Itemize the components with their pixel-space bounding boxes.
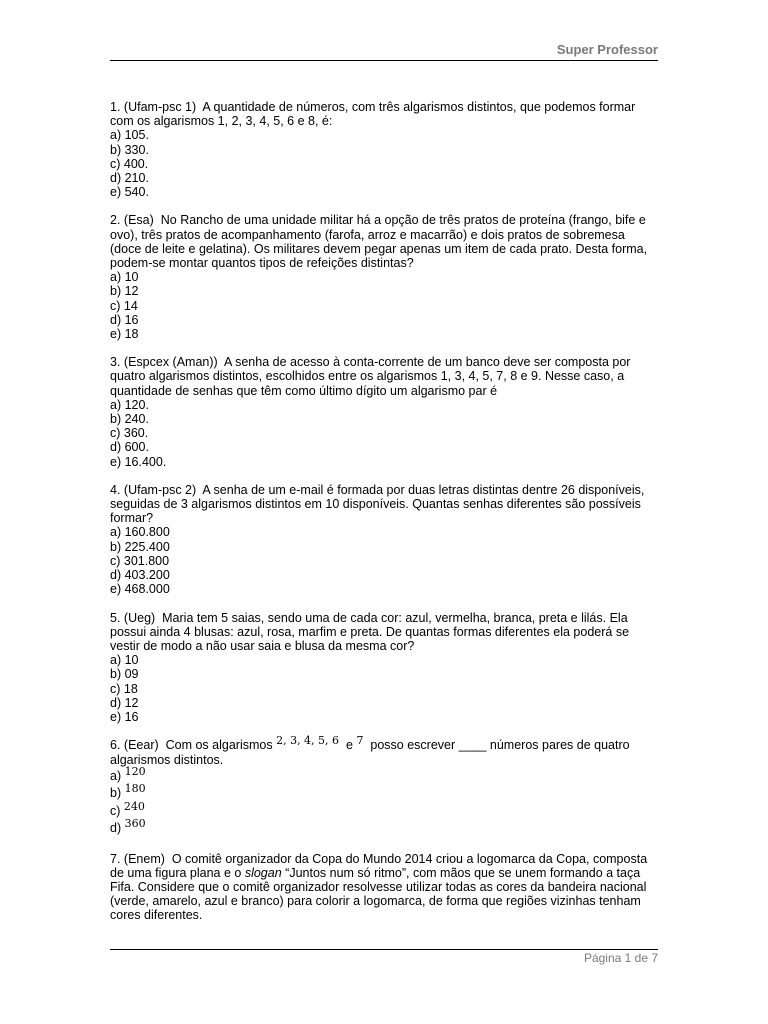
header-rule <box>110 60 658 61</box>
option-b: b) 09 <box>110 667 139 682</box>
option-b: b) 225.400 <box>110 539 170 554</box>
option-a: a) 105. <box>110 128 149 143</box>
math-digits: 2, 3, 4, 5, 6 <box>276 734 340 748</box>
option-e: e) 540. <box>110 185 149 200</box>
question-number: 1. <box>110 100 121 114</box>
header-title: Super Professor <box>556 42 658 57</box>
question-3 <box>110 355 658 469</box>
option-c <box>110 799 658 821</box>
question-text: Maria tem 5 saias, sendo uma de cada cor: azul, vermelha, branca, preta e lilás. Ela possui ainda 4 blusas: azul, rosa, marfim e preta. De quantas formas diferentes ela poderá se vestir de modo a não usar saia e blusa da mesma cor? <box>110 610 630 653</box>
question-text-connector: e <box>346 738 353 753</box>
option-letter: a) <box>110 768 122 783</box>
option-a: a) 10 <box>110 270 139 285</box>
footer-rule <box>110 949 658 950</box>
option-a: a) 10 <box>110 653 139 668</box>
question-text-continued: “Juntos num só ritmo”, com mãos que se unem formando a taça Fifa. Considere que o comitê organizador resolvesse utilizar todas as cores da bandeira nacional (verde, amarelo, azul e branco) para colorir a logomarca, de forma que regiões vizinhas tenham cores diferentes. <box>110 865 647 923</box>
option-d: d) 16 <box>110 312 139 327</box>
question-number: 2. <box>110 213 121 228</box>
question-4 <box>110 483 658 597</box>
question-source: (Espcex (Aman)) <box>123 355 218 370</box>
question-text: A senha de um e-mail é formada por duas letras distintas dentre 26 disponíveis, seguidas de 3 algarismos distintos em 10 disponíveis. Quantas senhas diferentes são possíveis formar? <box>110 482 645 526</box>
question-number: 3. <box>110 355 121 370</box>
option-value: 120 <box>124 764 146 778</box>
option-e: e) 468.000 <box>110 582 170 597</box>
question-number: 7. <box>110 851 121 866</box>
page-number: Página 1 de 7 <box>583 951 658 965</box>
option-c: c) 14 <box>110 298 138 313</box>
option-b: b) 330. <box>110 142 149 157</box>
option-a: a) 160.800 <box>110 525 170 540</box>
math-seven: 7 <box>356 734 364 748</box>
option-letter: d) <box>110 821 122 836</box>
option-value: 240 <box>123 799 145 813</box>
question-source: (Ueg) <box>123 610 156 625</box>
option-value: 180 <box>124 782 146 796</box>
option-letter: b) <box>110 786 122 801</box>
question-source: (Ufam-psc 1) <box>123 100 197 114</box>
option-e: e) 16.400. <box>110 454 167 469</box>
option-e: e) 18 <box>110 327 139 342</box>
question-list <box>110 100 658 937</box>
option-b: b) 12 <box>110 284 139 299</box>
option-c: c) 400. <box>110 156 149 171</box>
question-number: 6. <box>110 738 121 753</box>
option-e: e) 16 <box>110 709 139 724</box>
question-number: 4. <box>110 482 121 497</box>
option-d: d) 210. <box>110 171 149 186</box>
question-source: (Esa) <box>123 213 154 228</box>
question-text: O comitê organizador da Copa do Mundo 2014 criou a logomarca da Copa, composta de uma figura plana e o <box>110 851 648 880</box>
slogan-word: slogan <box>244 865 282 880</box>
question-text-continued: posso escrever ____ números pares de quatro algarismos distintos. <box>110 738 630 768</box>
option-c: c) 301.800 <box>110 553 170 568</box>
question-7 <box>110 852 658 923</box>
question-text: A senha de acesso à conta-corrente de um banco deve ser composta por quatro algarismos distintos, escolhidos entre os algarismos 1, 3, 4, 5, 7, 8 e 9. Nesse caso, a quantidade de senhas que têm como último dígito um algarismo par é <box>110 355 631 398</box>
option-d: d) 403.200 <box>110 568 170 583</box>
option-d <box>110 817 658 838</box>
option-a: a) 120. <box>110 397 149 412</box>
option-b <box>110 782 658 803</box>
option-d: d) 12 <box>110 695 139 710</box>
question-number: 5. <box>110 610 121 625</box>
option-b: b) 240. <box>110 412 149 427</box>
option-a <box>110 764 658 786</box>
question-text: No Rancho de uma unidade militar há a opção de três pratos de proteína (frango, bife e ovo), três pratos de acompanhamento (farofa, arroz e macarrão) e dois pratos de sobremesa (doce de leite e gelatina). Os militares devem pegar apenas um item de cada prato. Desta forma, podem-se montar quantos tipos de refeições distintas? <box>110 213 648 271</box>
option-c: c) 18 <box>110 681 138 696</box>
question-source: (Ufam-psc 2) <box>123 482 197 497</box>
question-6 <box>110 734 658 837</box>
option-c: c) 360. <box>110 426 149 441</box>
question-source: (Eear) <box>123 738 159 753</box>
option-value: 360 <box>124 817 146 831</box>
question-1 <box>110 100 658 199</box>
question-text: Com os algarismos <box>165 738 273 753</box>
option-d: d) 600. <box>110 440 149 455</box>
question-source: (Enem) <box>123 851 165 866</box>
question-text: A quantidade de números, com três algarismos distintos, que podemos formar com os algarismos 1, 2, 3, 4, 5, 6 e 8, é: <box>110 100 636 129</box>
question-5 <box>110 611 658 725</box>
option-letter: c) <box>110 803 121 818</box>
question-2 <box>110 213 658 341</box>
